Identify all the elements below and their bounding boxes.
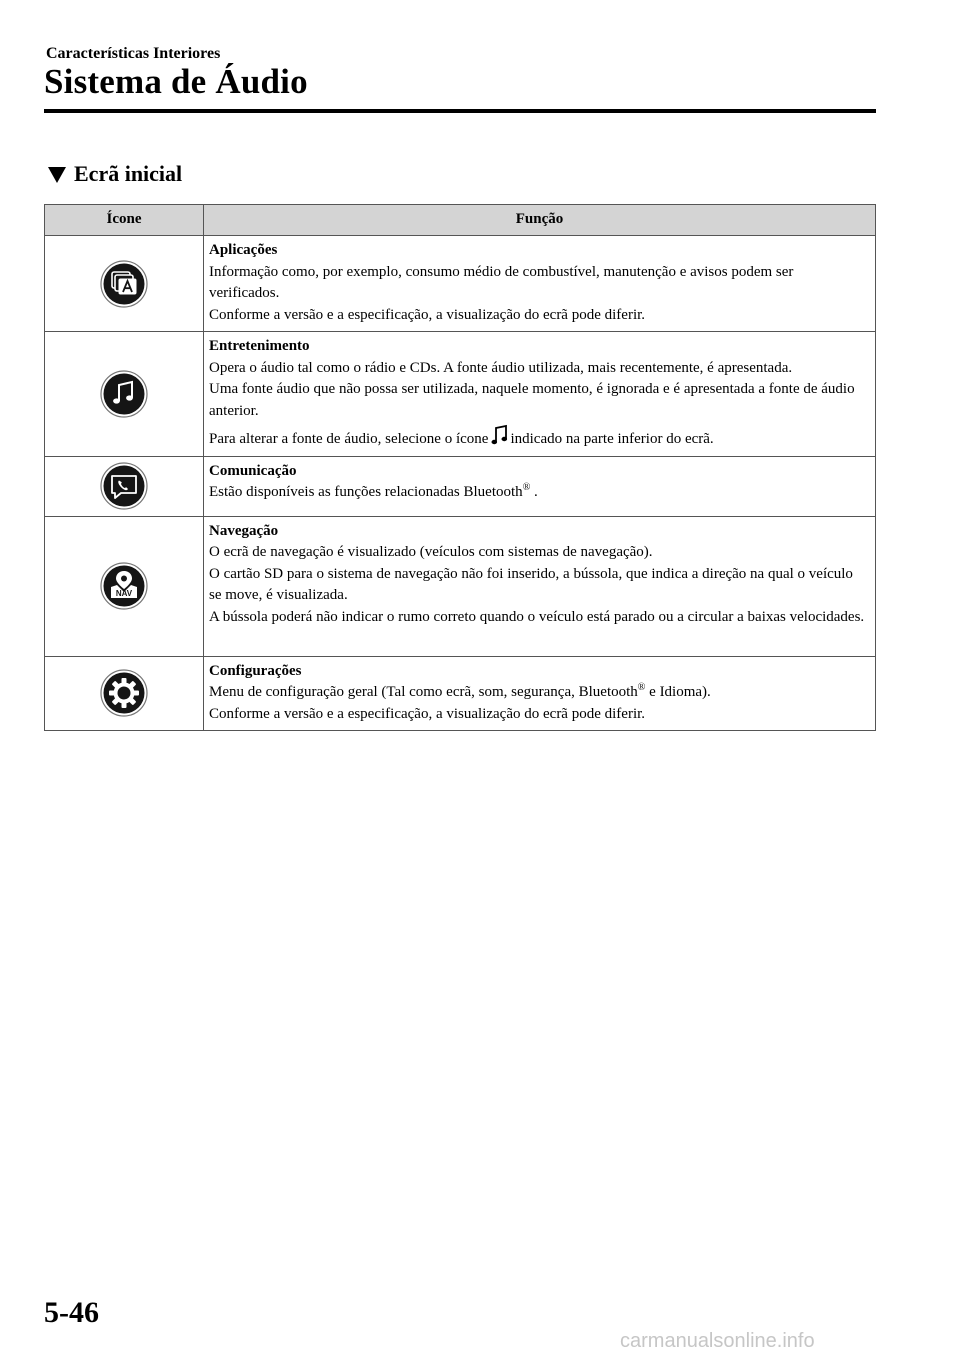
function-table <box>44 204 876 731</box>
music-note-icon <box>100 370 148 418</box>
table-row <box>45 236 876 332</box>
triangle-marker-icon <box>46 163 68 185</box>
watermark: carmanualsonline.info <box>620 1330 815 1352</box>
row-description <box>209 424 865 451</box>
page-number: 5-46 <box>44 1296 99 1329</box>
column-header-icon: Ícone <box>45 205 204 236</box>
music-note-icon <box>491 424 508 446</box>
row-description: Estão disponíveis as funções relacionadas Bluetooth® . <box>209 482 538 500</box>
row-description: Conforme a versão e a especificação, a visualização do ecrã pode diferir. <box>209 306 646 323</box>
row-description: Opera o áudio tal como o rádio e CDs. A fonte áudio utilizada, mais recentemente, é apresentada. <box>209 359 793 376</box>
applications-icon <box>100 260 148 308</box>
navigation-icon <box>100 562 148 610</box>
section-title: Sistema de Áudio <box>44 62 308 101</box>
row-description: Menu de configuração geral (Tal como ecrã, som, segurança, Bluetooth® e Idioma). <box>209 682 711 700</box>
table-row <box>45 332 876 457</box>
communication-icon <box>100 462 148 510</box>
registered-mark: ® <box>637 682 646 693</box>
nav-icon-label: NAV <box>115 589 133 599</box>
row-description: Uma fonte áudio que não possa ser utilizada, naquele momento, é ignorada e é apresentada a fonte de áudio anterior. <box>209 381 855 419</box>
subsection-title: Ecrã inicial <box>74 161 183 186</box>
row-description: Informação como, por exemplo, consumo médio de combustível, manutenção e avisos podem ser verificados. <box>209 263 794 301</box>
registered-mark: ® <box>522 482 531 493</box>
row-description: Conforme a versão e a especificação, a visualização do ecrã pode diferir. <box>209 705 646 722</box>
row-title: Configurações <box>209 662 302 679</box>
table-header-row <box>45 205 876 236</box>
row-title: Entretenimento <box>209 338 310 354</box>
table-row <box>45 656 876 731</box>
header-rule <box>44 109 876 113</box>
table-row <box>45 516 876 656</box>
row-description: O ecrã de navegação é visualizado (veículos com sistemas de navegação). <box>209 544 653 560</box>
instruction-text: Para alterar a fonte de áudio, selecione o ícone <box>209 431 489 447</box>
settings-gear-icon <box>100 669 148 717</box>
row-description: A bússola poderá não indicar o rumo correto quando o veículo está parado ou a circular a baixas velocidades. <box>209 608 865 625</box>
table-row <box>45 456 876 516</box>
row-description: O cartão SD para o sistema de navegação não foi inserido, a bússola, que indica a direção na qual o veículo se move, é visualizada. <box>209 565 853 603</box>
column-header-function: Função <box>204 205 876 236</box>
row-title: Aplicações <box>209 242 278 258</box>
row-title: Navegação <box>209 522 279 539</box>
instruction-text: indicado na parte inferior do ecrã. <box>510 431 714 447</box>
chapter-title: Características Interiores <box>46 45 221 62</box>
subsection-heading <box>46 161 182 187</box>
row-title: Comunicação <box>209 462 297 479</box>
